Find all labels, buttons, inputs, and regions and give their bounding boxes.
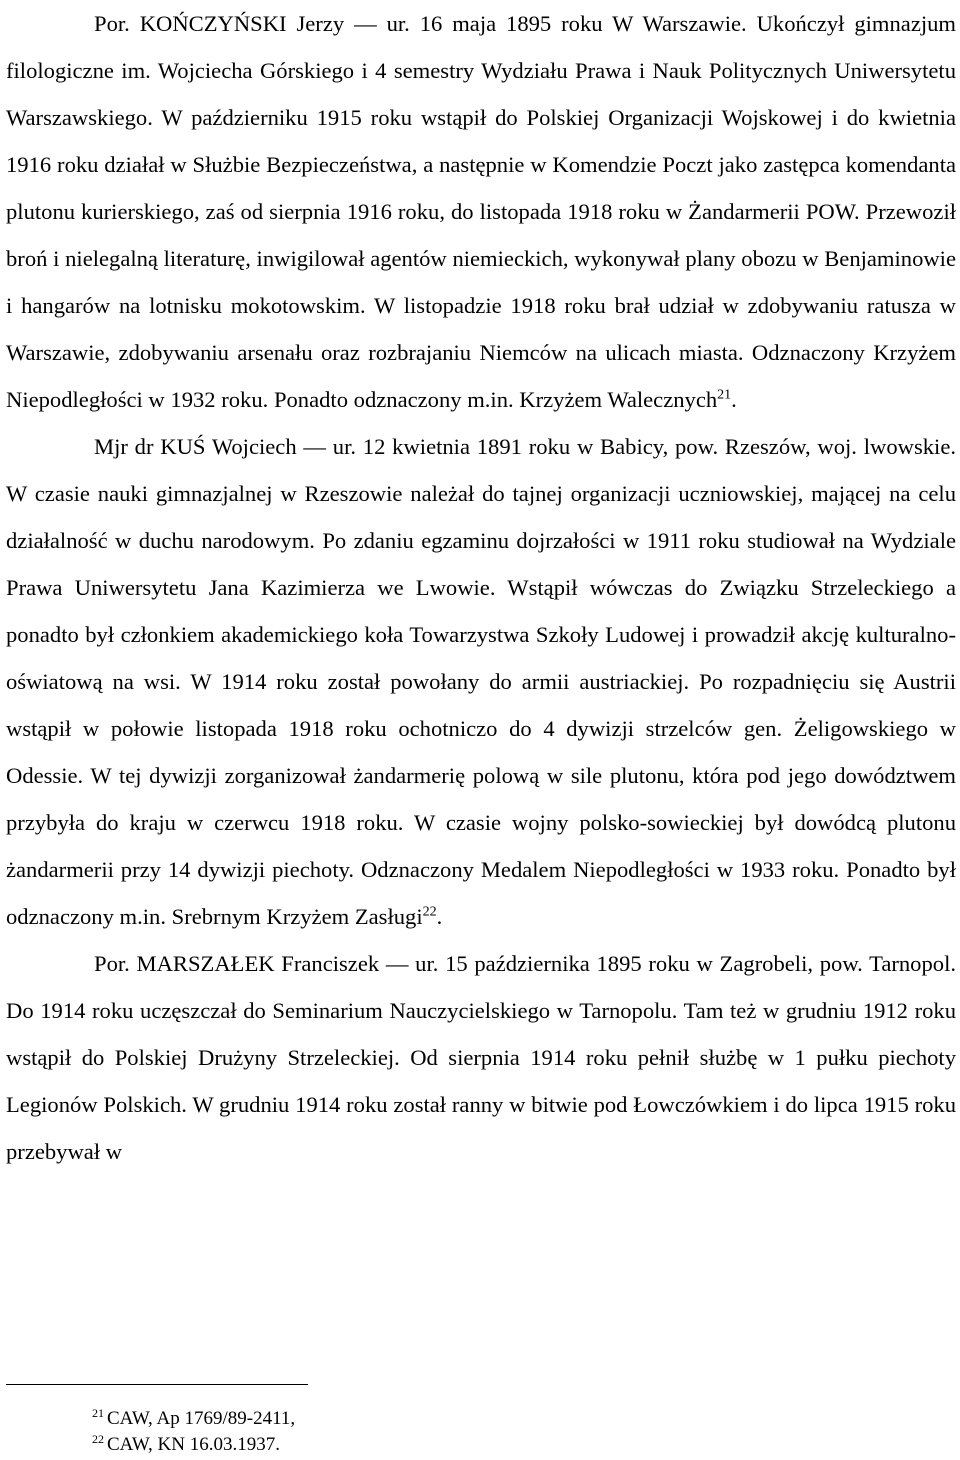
- footnotes: [92, 1406, 792, 1458]
- footnote-number: 22: [92, 1431, 104, 1446]
- footnote-number: 21: [92, 1405, 104, 1420]
- paragraph-end: .: [436, 904, 443, 929]
- footnote-text: CAW, KN 16.03.1937.: [107, 1434, 281, 1455]
- paragraph-end: .: [731, 387, 737, 412]
- footnote-item: [92, 1406, 792, 1432]
- biography-paragraph-konczynski: [6, 0, 956, 423]
- biography-paragraph-kus: [6, 423, 956, 940]
- footnote-item: [92, 1432, 792, 1458]
- footnote-text: CAW, Ap 1769/89-2411,: [107, 1408, 296, 1429]
- paragraph-text: Mjr dr KUŚ Wojciech — ur. 12 kwietnia 1891 roku w Babicy, pow. Rzeszów, woj. lwowskie. W czasie nauki gimnazjalnej w Rzeszowie należał do tajnej organizacji uczniowskiej, mającej na celu działalność w duchu narodowym. Po zdaniu egzaminu dojrzałości w 1911 roku studiował na Wydziale Prawa Uniwersytetu Jana Kazimierza we Lwowie. Wstąpił wówczas do Związku Strzeleckiego a ponadto był członkiem akademickiego koła Towarzystwa Szkoły Ludowej i prowadził akcję kulturalno-oświatową na wsi. W 1914 roku został powołany do armii austriackiej. Po rozpadnięciu się Austrii wstąpił w połowie listopada 1918 roku ochotniczo do 4 dywizji strzelców gen. Żeligowskiego w Odessie. W tej dywizji zorganizował żandarmerię polową w sile plutonu, która pod jego dowództwem przybyła do kraju w czerwcu 1918 roku. W czasie wojny polsko-sowieckiej był dowódcą plutonu żandarmerii przy 14 dywizji piechoty. Odznaczony Medalem Niepodległości w 1933 roku. Ponadto był odznaczony m.in. Srebrnym Krzyżem Zasługi: [6, 434, 956, 929]
- document-page: [6, 0, 956, 1175]
- paragraph-text: Por. KOŃCZYŃSKI Jerzy — ur. 16 maja 1895 roku W Warszawie. Ukończył gimnazjum filologiczne im. Wojciecha Górskiego i 4 semestry Wydziału Prawa i Nauk Politycznych Uniwersytetu Warszawskiego. W październiku 1915 roku wstąpił do Polskiej Organizacji Wojskowej i do kwietnia 1916 roku działał w Służbie Bezpieczeństwa, a następnie w Komendzie Poczt jako zastępca komendanta plutonu kurierskiego, zaś od sierpnia 1916 roku, do listopada 1918 roku w Żandarmerii POW. Przewoził broń i nielegalną literaturę, inwigilował agentów niemieckich, wykonywał plany obozu w Benjaminowie i hangarów na lotnisku mokotowskim. W listopadzie 1918 roku brał udział w zdobywaniu ratusza w Warszawie, zdobywaniu arsenału oraz rozbrajaniu Niemców na ulicach miasta. Odznaczony Krzyżem Niepodległości w 1932 roku. Ponadto odznaczony m.in. Krzyżem Walecznych: [6, 11, 956, 412]
- biography-paragraph-marszalek: [6, 940, 956, 1175]
- footnote-separator: [6, 1384, 308, 1385]
- paragraph-text: Por. MARSZAŁEK Franciszek — ur. 15 października 1895 roku w Zagrobeli, pow. Tarnopol. Do 1914 roku uczęszczał do Seminarium Nauczycielskiego w Tarnopolu. Tam też w grudniu 1912 roku wstąpił do Polskiej Drużyny Strzeleckiej. Od sierpnia 1914 roku pełnił służbę w 1 pułku piechoty Legionów Polskich. W grudniu 1914 roku został ranny w bitwie pod Łowczówkiem i do lipca 1915 roku przebywał w: [6, 951, 956, 1164]
- footnote-reference: 22: [422, 904, 437, 920]
- footnote-reference: 21: [717, 387, 732, 403]
